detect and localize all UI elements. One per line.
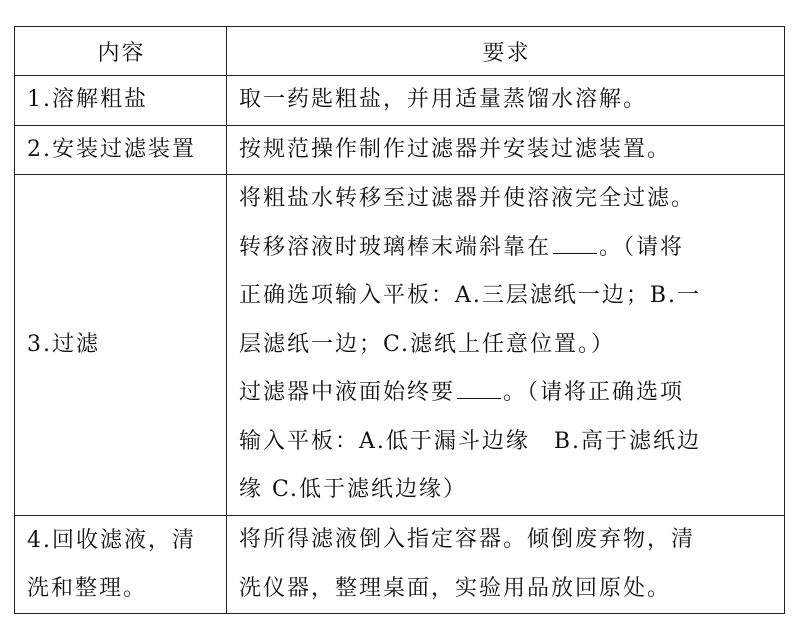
table-row (15, 125, 785, 175)
requirement-cell (227, 125, 785, 175)
requirement-line: 洗仪器，整理桌面，实验用品放回原处。 (239, 575, 672, 601)
content-cell (15, 76, 227, 126)
requirement-text: 按规范操作制作过滤器并安装过滤装置。 (239, 136, 672, 162)
requirement-line: 层滤纸一边；C.滤纸上任意位置。） (239, 331, 616, 357)
requirement-line (239, 369, 774, 418)
requirement-line: 正确选项输入平板：A.三层滤纸一边；B.一 (239, 283, 702, 309)
header-content: 内容 (15, 27, 227, 76)
content-text: 2.安装过滤装置 (27, 136, 196, 162)
header-row (15, 27, 785, 76)
requirement-cell (227, 175, 785, 516)
requirement-text: 转移溶液时玻璃棒末端斜靠在 (239, 234, 552, 260)
requirement-text: 过滤器中液面始终要 (239, 380, 456, 406)
requirement-line: 将粗盐水转移至过滤器并使溶液完全过滤。 (239, 186, 696, 212)
content-text: 4.回收滤液，清 (27, 527, 196, 553)
content-cell (15, 175, 227, 516)
table-row (15, 175, 785, 516)
experiment-table (14, 26, 785, 614)
requirement-text: 取一药匙粗盐，并用适量蒸馏水溶解。 (239, 87, 648, 112)
requirement-line (239, 224, 774, 273)
table-row (15, 76, 785, 126)
requirement-text: 。（请将 (599, 234, 685, 260)
answer-blank (553, 237, 597, 254)
requirement-line: 输入平板：A.低于漏斗边缘 B.高于滤纸边 (239, 428, 702, 454)
requirement-text: 。（请将正确选项 (503, 380, 685, 406)
content-text: 洗和整理。 (27, 575, 148, 601)
content-cell (15, 125, 227, 175)
content-text: 1.溶解粗盐 (27, 87, 148, 113)
table-row (15, 516, 785, 614)
requirement-line: 将所得滤液倒入指定容器。倾倒废弃物，清 (239, 527, 696, 552)
content-text: 3.过滤 (27, 332, 100, 357)
requirement-line: 缘 C.低于滤纸边缘） (239, 477, 468, 503)
header-requirement: 要求 (227, 27, 785, 76)
answer-blank (457, 382, 501, 399)
content-cell (15, 516, 227, 614)
requirement-cell (227, 516, 785, 614)
requirement-cell (227, 76, 785, 126)
